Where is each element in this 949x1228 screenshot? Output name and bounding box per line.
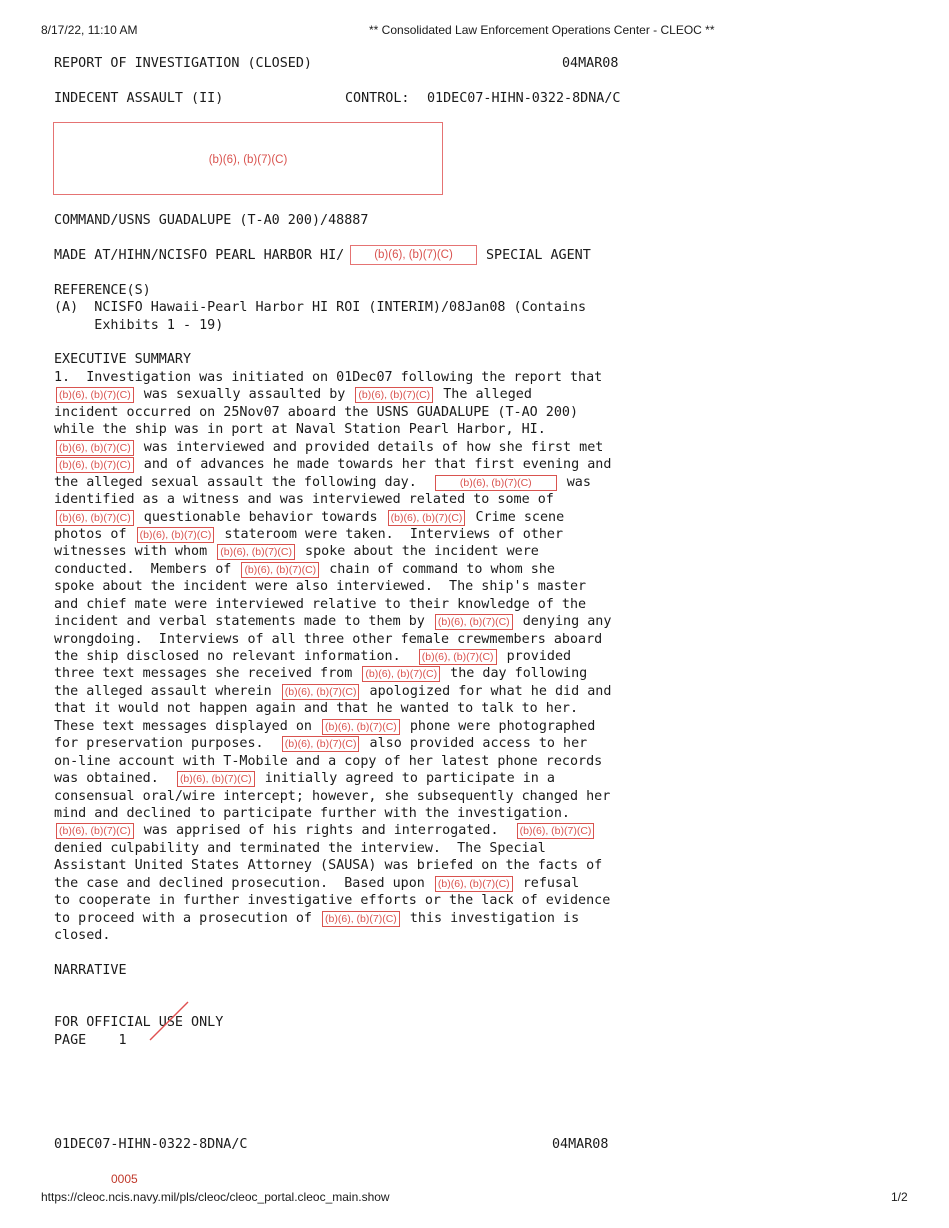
summary-text: to proceed with a prosecution of — [54, 910, 321, 926]
summary-text: consensual oral/wire intercept; however, she subsequently changed her — [54, 788, 611, 804]
summary-text: was sexually assaulted by — [135, 387, 354, 403]
summary-line — [54, 578, 654, 595]
exec-summary-heading: EXECUTIVE SUMMARY — [54, 352, 192, 367]
exec-summary-body — [54, 369, 654, 944]
redaction-box: (b)(6), (b)(7)(C) — [56, 510, 134, 526]
summary-text: conducted. Members of — [54, 561, 240, 577]
summary-line — [54, 718, 654, 735]
summary-line — [54, 735, 654, 752]
redaction-box: (b)(6), (b)(7)(C) — [419, 649, 497, 665]
summary-text: denied culpability and terminated the interview. The Special — [54, 840, 546, 856]
summary-text: was obtained. — [54, 771, 175, 787]
summary-line — [54, 491, 654, 508]
summary-text: the alleged sexual assault the following day. — [54, 474, 433, 490]
summary-text: on-line account with T-Mobile and a copy of her latest phone records — [54, 753, 603, 769]
summary-line — [54, 910, 654, 927]
summary-text: questionable behavior towards — [135, 509, 386, 525]
redaction-box: (b)(6), (b)(7)(C) — [177, 771, 255, 787]
redaction-box: (b)(6), (b)(7)(C) — [322, 911, 400, 927]
summary-line — [54, 770, 654, 787]
summary-line — [54, 439, 654, 456]
summary-text: was interviewed and provided details of how she first met — [135, 439, 604, 455]
summary-text: wrongdoing. Interviews of all three other female crewmembers aboard — [54, 631, 603, 647]
redaction-box: (b)(6), (b)(7)(C) — [362, 666, 440, 682]
summary-line — [54, 840, 654, 857]
redaction-box: (b)(6), (b)(7)(C) — [282, 684, 360, 700]
print-page-title: ** Consolidated Law Enforcement Operations Center - CLEOC ** — [369, 23, 715, 37]
summary-text: Assistant United States Attorney (SAUSA) was briefed on the facts of — [54, 858, 603, 874]
subject-redaction-box — [53, 122, 443, 195]
redaction-box: (b)(6), (b)(7)(C) — [388, 510, 466, 526]
summary-text: the alleged assault wherein — [54, 683, 280, 699]
summary-text: phone were photographed — [401, 718, 596, 734]
summary-line — [54, 631, 654, 648]
summary-text: closed. — [54, 928, 111, 943]
summary-text: to cooperate in further investigative efforts or the lack of evidence — [54, 893, 611, 909]
references-heading: REFERENCE(S) — [54, 283, 151, 298]
summary-line — [54, 596, 654, 613]
reference-a-line-1: (A) NCISFO Hawaii-Pearl Harbor HI ROI (INTERIM)/08Jan08 (Contains — [54, 300, 587, 315]
summary-text: refusal — [514, 875, 580, 891]
summary-text: the ship disclosed no relevant information. — [54, 649, 417, 664]
summary-line — [54, 648, 654, 665]
summary-text: witnesses with whom — [54, 544, 216, 560]
reference-a-line-2: Exhibits 1 - 19) — [54, 318, 224, 333]
summary-text: provided — [498, 649, 572, 664]
print-datetime: 8/17/22, 11:10 AM — [41, 23, 138, 37]
summary-text: spoke about the incident were — [297, 544, 539, 560]
summary-line — [54, 822, 654, 839]
summary-line — [54, 927, 654, 944]
summary-text: three text messages she received from — [54, 666, 361, 682]
summary-text: and chief mate were interviewed relative to their knowledge of the — [54, 596, 587, 612]
summary-text: 1. Investigation was initiated on 01Dec07 following the report that — [54, 370, 603, 385]
summary-line — [54, 753, 654, 770]
summary-text: that it would not happen again and that he wanted to talk to her. — [54, 701, 579, 717]
summary-line — [54, 683, 654, 700]
summary-line — [54, 665, 654, 682]
summary-line — [54, 857, 654, 874]
redaction-box: (b)(6), (b)(7)(C) — [217, 544, 295, 560]
redaction-box: (b)(6), (b)(7)(C) — [282, 736, 360, 752]
summary-text: was apprised of his rights and interrogated. — [135, 823, 515, 839]
redaction-box: (b)(6), (b)(7)(C) — [56, 440, 134, 456]
control-label: CONTROL: — [345, 91, 410, 106]
summary-text: photos of — [54, 526, 135, 542]
summary-text: initially agreed to participate in a — [256, 771, 555, 787]
summary-text: also provided access to her — [361, 736, 588, 752]
summary-text: chain of command to whom she — [321, 561, 555, 577]
summary-text: mind and declined to participate further with the investigation. — [54, 805, 570, 821]
summary-text: stateroom were taken. Interviews of other — [216, 526, 564, 542]
summary-line — [54, 875, 654, 892]
redaction-box: (b)(6), (b)(7)(C) — [137, 527, 215, 543]
redaction-box: (b)(6), (b)(7)(C) — [435, 614, 513, 630]
summary-line — [54, 456, 654, 473]
summary-line — [54, 561, 654, 578]
summary-line — [54, 421, 654, 438]
agent-role: SPECIAL AGENT — [486, 248, 591, 263]
page-number: PAGE 1 — [54, 1033, 127, 1048]
redaction-box: (b)(6), (b)(7)(C) — [435, 475, 557, 491]
summary-text: Crime scene — [467, 509, 565, 525]
made-at-line: MADE AT/HIHN/NCISFO PEARL HARBOR HI/ — [54, 248, 345, 263]
agent-redaction-box: (b)(6), (b)(7)(C) — [350, 245, 477, 265]
summary-line — [54, 892, 654, 909]
summary-text: the day following — [442, 666, 588, 682]
redaction-box: (b)(6), (b)(7)(C) — [355, 387, 433, 403]
summary-line — [54, 386, 654, 403]
summary-line — [54, 700, 654, 717]
summary-line — [54, 509, 654, 526]
summary-line — [54, 613, 654, 630]
narrative-heading: NARRATIVE — [54, 963, 127, 978]
summary-text: the case and declined prosecution. Based upon — [54, 875, 433, 891]
redaction-label: (b)(6), (b)(7)(C) — [208, 154, 288, 166]
footer-control-number: 01DEC07-HIHN-0322-8DNA/C — [54, 1137, 248, 1152]
summary-text: denying any — [514, 614, 612, 630]
summary-text: while the ship was in port at Naval Station Pearl Harbor, HI. — [54, 422, 546, 438]
summary-line — [54, 474, 654, 491]
redaction-box: (b)(6), (b)(7)(C) — [322, 719, 400, 735]
handwritten-strike-mark — [148, 1001, 193, 1041]
fouo-marking: FOR OFFICIAL USE ONLY — [54, 1015, 224, 1030]
summary-line — [54, 526, 654, 543]
summary-text: The alleged — [435, 387, 532, 403]
summary-text: apologized for what he did and — [361, 683, 612, 699]
summary-text: for preservation purposes. — [54, 736, 280, 752]
summary-text: and of advances he made towards her that first evening and — [135, 457, 612, 473]
offense-title: INDECENT ASSAULT (II) — [54, 91, 224, 106]
page-url: https://cleoc.ncis.navy.mil/pls/cleoc/cleoc_portal.cleoc_main.show — [41, 1190, 390, 1204]
summary-text: was — [558, 474, 591, 490]
summary-line — [54, 788, 654, 805]
footer-date: 04MAR08 — [552, 1137, 609, 1152]
control-number: 01DEC07-HIHN-0322-8DNA/C — [427, 91, 621, 106]
summary-line — [54, 543, 654, 560]
redaction-box: (b)(6), (b)(7)(C) — [56, 457, 134, 473]
redaction-box: (b)(6), (b)(7)(C) — [56, 387, 134, 403]
bates-number: 0005 — [111, 1172, 138, 1186]
summary-text: incident occurred on 25Nov07 aboard the USNS GUADALUPE (T-AO 200) — [54, 404, 579, 420]
summary-line — [54, 805, 654, 822]
report-title: REPORT OF INVESTIGATION (CLOSED) — [54, 56, 312, 71]
summary-text: this investigation is — [401, 910, 580, 926]
command-line: COMMAND/USNS GUADALUPE (T-A0 200)/48887 — [54, 213, 369, 228]
summary-text: identified as a witness and was interviewed related to some of — [54, 492, 554, 508]
summary-line — [54, 369, 654, 386]
summary-text: These text messages displayed on — [54, 718, 321, 734]
redaction-box: (b)(6), (b)(7)(C) — [56, 823, 134, 839]
summary-text: spoke about the incident were also interviewed. The ship's master — [54, 579, 587, 595]
redaction-box: (b)(6), (b)(7)(C) — [517, 823, 595, 839]
redaction-box: (b)(6), (b)(7)(C) — [241, 562, 319, 578]
summary-text: incident and verbal statements made to them by — [54, 614, 433, 630]
report-date: 04MAR08 — [562, 56, 619, 71]
summary-line — [54, 404, 654, 421]
print-page-count: 1/2 — [891, 1190, 908, 1204]
redaction-box: (b)(6), (b)(7)(C) — [435, 876, 513, 892]
